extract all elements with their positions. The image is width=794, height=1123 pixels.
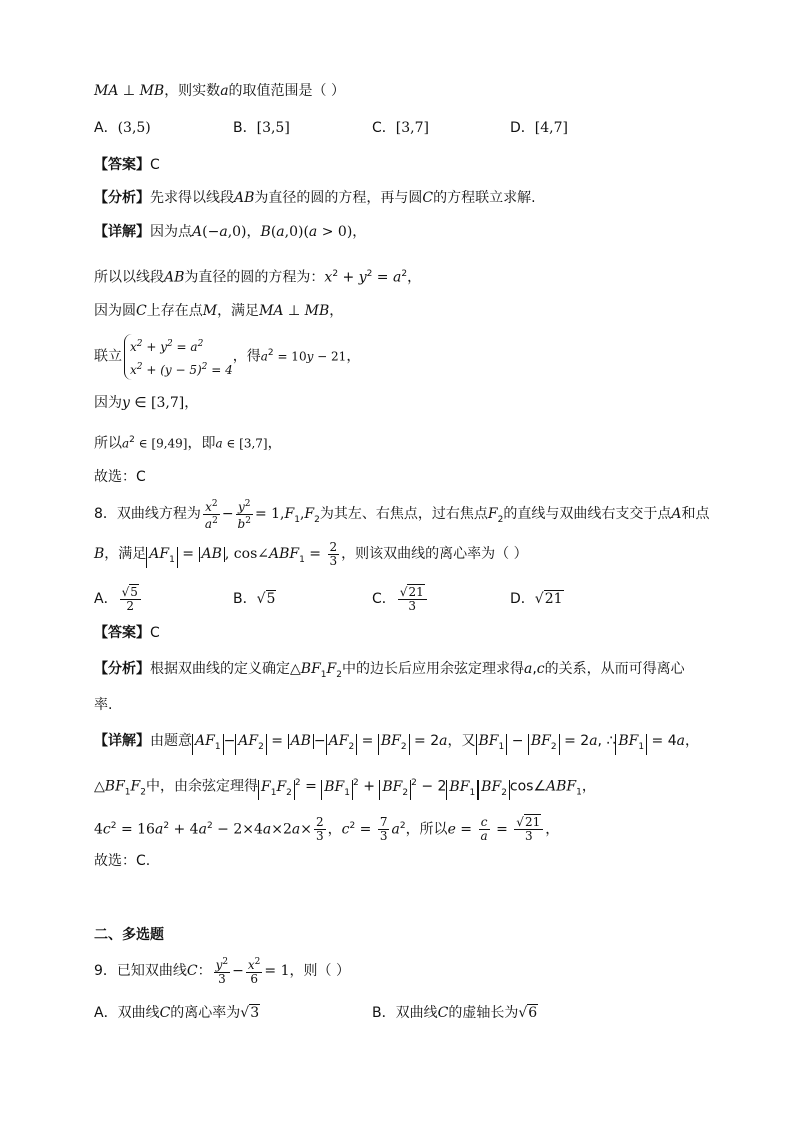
q8-detail-line1: 【详解】由题意 $AF_1 - AF_2$ = AB − $AF_2 = BF_2 = 2a$，又 $BF_1 - BF_2 = 2a$, ∴ $BF_1 = 4a$，: [94, 731, 699, 755]
q8-detail-line3: $4c^2 = 16a^2 + 4a^2 - 2\times 4a\times 2a\times$ $\frac{2}{3}$ ，$c^2$ = $\frac{7}{3}$ $a^2$，所以e = $\frac{c}{a}$ = $\frac{√21}{3}$ ，: [94, 815, 560, 844]
q9-option-a: A．双曲线C的离心率为√3: [94, 1005, 260, 1021]
q7-analysis: 【分析】先求得以线段AB为直径的圆的方程，再与圆C的方程联立求解.: [94, 190, 536, 206]
q8-option-a: A． $\frac{√5}{2}$: [94, 582, 143, 616]
equation-system: $x^2 + y^2 = a^2$ $x^2 + (y - 5)^2 = 4$: [124, 334, 233, 380]
q8-detail-line2: $\triangle BF_1F_2$中，由余弦定理得 $F_1F_2^2 = BF_1^2 + BF_2^2 - 2$ $BF_1$ $BF_2$ $\cos\angle ABF_1$，: [94, 773, 596, 802]
q7-detail-line6: 所以$a^2$ ∈ [9,49]，即a ∈ [3,7]，: [94, 435, 282, 452]
q8-answer: 【答案】C: [94, 625, 160, 641]
q7-answer: 【答案】C: [94, 157, 160, 173]
q8-analysis-line1: 【分析】根据双曲线的定义确定$\triangle BF_1F_2$中的边长后应用余弦定理求得a,c的关系，从而可得离心: [94, 661, 685, 680]
q8-option-b: B．√5: [233, 591, 276, 607]
q9-stem: 9．已知双曲线C： $\frac{y^2}{3}$ − $\frac{x^2}{6}$ = 1，则（ ）: [94, 957, 350, 986]
q8-analysis-line2: 率.: [94, 697, 113, 713]
q7-detail-line4: 联立$x^2 + y^2 = a^2$ $x^2 + (y - 5)^2 = 4$，得$a^2 = 10y - 21$，: [94, 333, 360, 380]
q8-stem-line2: B，满足 $AF_1$ = AB , $\cos\angle ABF_1$ = $\frac{2}{3}$ ，则该双曲线的离心率为（ ）: [94, 539, 528, 568]
q7-detail-line2: 所以以线段AB为直径的圆的方程为：$x^2 + y^2 = a^2$，: [94, 269, 422, 286]
q8-option-d: D．√21: [510, 591, 563, 607]
q7-option-d: D．[4,7]: [510, 120, 568, 136]
q7-detail-line3: 因为圆C上存在点M，满足MA ⊥ MB，: [94, 303, 344, 319]
q7-option-b: B．[3,5]: [233, 120, 290, 136]
q7-detail-line1: 【详解】因为点A(−a,0)，B(a,0)(a > 0)，: [94, 224, 367, 240]
q8-choose: 故选：C.: [94, 853, 151, 869]
q8-option-c: C． $\frac{√21}{3}$: [372, 582, 429, 616]
q9-option-b: B．双曲线C的虚轴长为√6: [372, 1005, 538, 1021]
q7-stem-tail: MA ⊥ MB，则实数a的取值范围是（ ）: [94, 83, 345, 99]
q7-detail-line5: 因为y ∈ [3,7]，: [94, 395, 199, 411]
q8-stem-line1: 8．双曲线方程为 $\frac{x^2}{a^2}$ − $\frac{y^2}{b^2}$ = $1,F_1,F_2$为其左、右焦点，过右焦点$F_2$的直线与双曲线右支交于点A和点: [94, 498, 710, 531]
section-title: 二、多选题: [94, 927, 164, 943]
q7-choose: 故选：C: [94, 469, 146, 485]
q7-option-c: C．[3,7]: [372, 120, 429, 136]
q7-option-a: A．(3,5): [94, 120, 151, 136]
